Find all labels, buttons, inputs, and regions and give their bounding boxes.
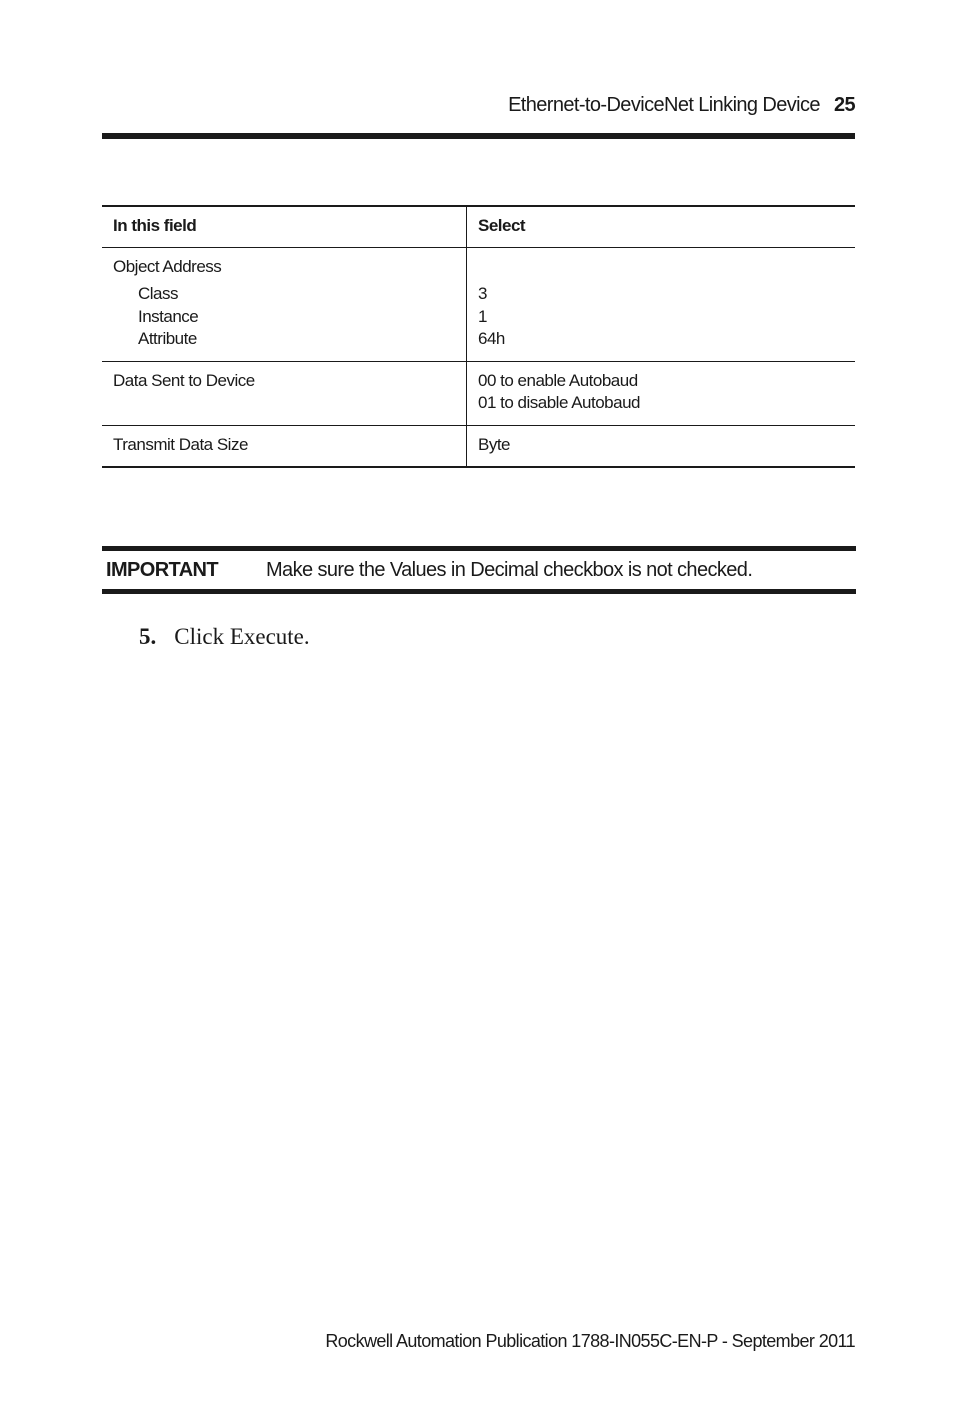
important-note (102, 546, 856, 594)
field-cell (102, 425, 467, 467)
table-header-row (102, 206, 855, 247)
value-text: Byte (478, 434, 511, 454)
sub-field-label: Class (138, 284, 179, 303)
value-text: 00 to enable Autobaud (478, 370, 638, 390)
header-title: Ethernet-to-DeviceNet Linking Device (508, 94, 820, 116)
table-row (102, 361, 855, 425)
procedure-step (139, 624, 310, 650)
column-header-field: In this field (102, 206, 467, 247)
field-label: Transmit Data Size (113, 434, 248, 454)
sub-field-label: Instance (138, 306, 199, 326)
field-cell (102, 247, 467, 361)
value-text: 1 (478, 306, 487, 326)
value-text: 01 to disable Autobaud (478, 393, 640, 412)
table-row (102, 425, 855, 467)
table-row (102, 247, 855, 361)
publication-footer: Rockwell Automation Publication 1788-IN055C-EN-P - September 2011 (325, 1331, 855, 1351)
value-cell (467, 361, 856, 425)
value-cell (467, 425, 856, 467)
header-rule (102, 133, 855, 139)
step-number: 5. (139, 624, 157, 649)
value-text: 3 (478, 284, 487, 303)
value-text: 64h (478, 329, 505, 348)
field-label: Data Sent to Device (113, 370, 255, 390)
field-cell (102, 361, 467, 425)
running-header (508, 94, 855, 117)
value-cell (467, 247, 856, 361)
step-text: Click Execute. (174, 624, 310, 649)
important-label: IMPORTANT (106, 558, 218, 581)
page-number: 25 (833, 94, 855, 116)
sub-field-label: Attribute (138, 329, 197, 348)
column-header-select: Select (467, 206, 856, 247)
important-text: Make sure the Values in Decimal checkbox is not checked. (266, 558, 753, 581)
field-label: Object Address (113, 256, 222, 276)
parameter-table (102, 205, 855, 468)
